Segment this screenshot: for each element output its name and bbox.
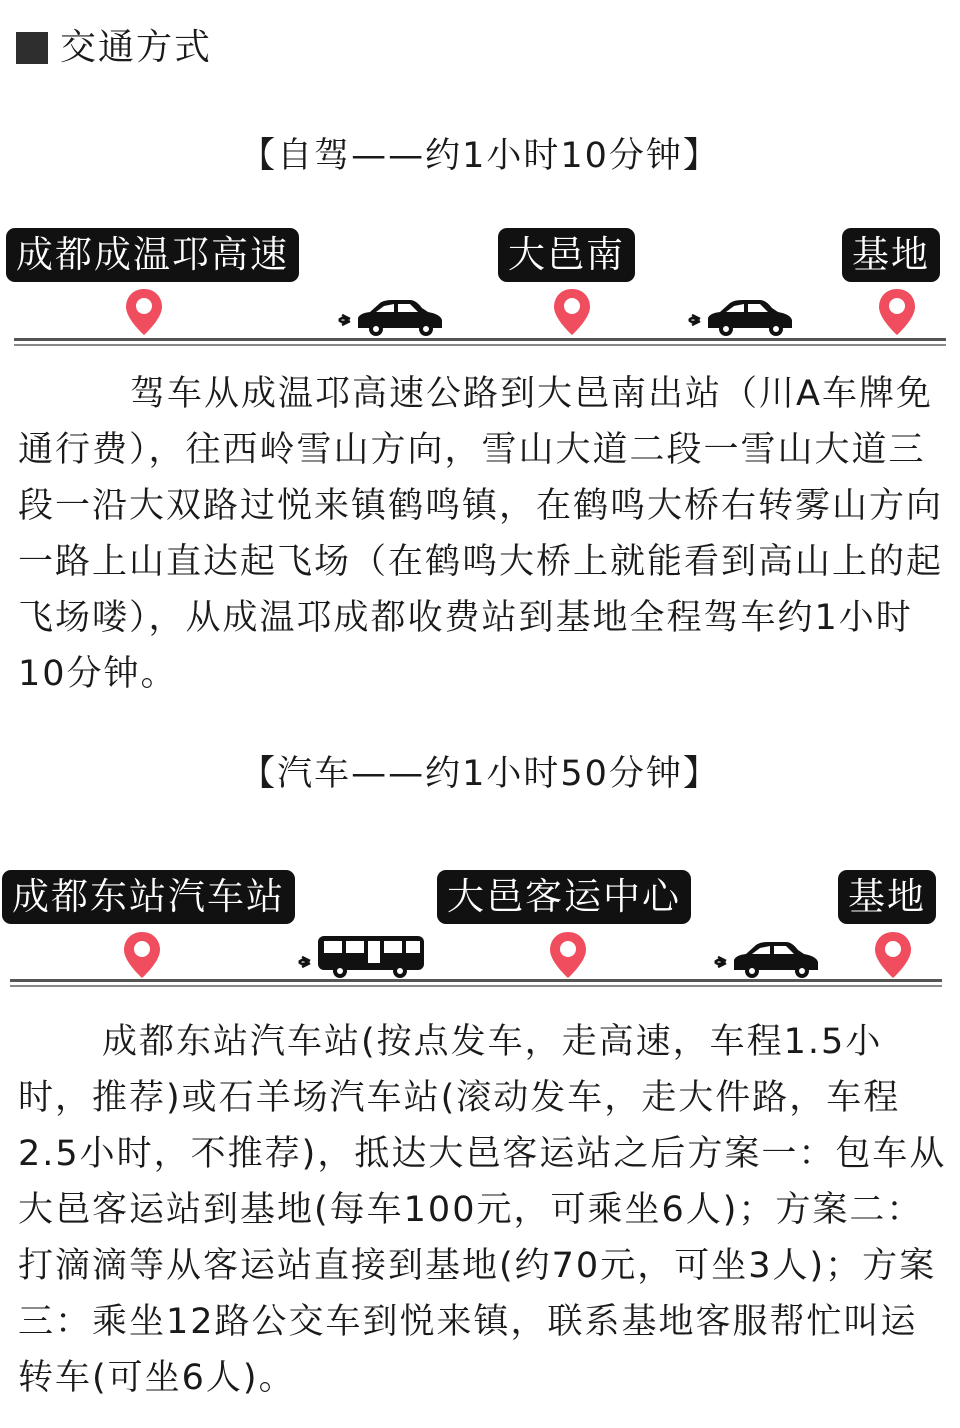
location-pin-icon (552, 287, 592, 337)
bus-stop-middle: 大邑客运中心 (437, 870, 691, 924)
location-pin-icon (122, 930, 162, 980)
drive-stop-end: 基地 (842, 228, 940, 282)
location-pin-icon (873, 930, 913, 980)
bus-stop-end: 基地 (838, 870, 936, 924)
bus-stop-start: 成都东站汽车站 (2, 870, 295, 924)
location-pin-icon (877, 287, 917, 337)
bus-description (18, 1014, 948, 1406)
road-line (10, 985, 942, 987)
car-icon (686, 298, 796, 338)
drive-stop-start: 成都成温邛高速 (6, 228, 299, 282)
drive-stop-middle: 大邑南 (498, 228, 635, 282)
car-icon (336, 298, 446, 338)
drive-description-text: 驾车从成温邛高速公路到大邑南出站（川A车牌免通行费），往西岭雪山方向，雪山大道二段一雪山大道三段一沿大双路过悦来镇鹤鸣镇，在鹤鸣大桥右转雾山方向一路上山直达起飞场（在鹤鸣大桥上就能看到高山上的起飞场喽），从成温邛成都收费站到基地全程驾车约1小时10分钟。 (18, 374, 944, 694)
location-pin-icon (124, 287, 164, 337)
location-pin-icon (548, 930, 588, 980)
road-line (14, 344, 946, 346)
section-title: 交通方式 (60, 27, 213, 68)
drive-heading: 【自驾——约1小时10分钟】 (240, 136, 720, 176)
road-line (14, 338, 946, 341)
car-icon (712, 940, 822, 980)
section-square-icon (16, 32, 48, 64)
drive-description (18, 366, 948, 702)
bus-description-text: 成都东站汽车站(按点发车，走高速，车程1.5小时，推荐)或石羊场汽车站(滚动发车，走大件路，车程2.5小时，不推荐)，抵达大邑客运站之后方案一：包车从大邑客运站到基地(每车100元，可乘坐6人)；方案二：打滴滴等从客运站直接到基地(约70元，可坐3人)；方案三：乘坐12路公交车到悦来镇，联系基地客服帮忙叫运转车(可坐6人)。 (18, 1022, 947, 1398)
bus-heading: 【汽车——约1小时50分钟】 (240, 754, 720, 794)
bus-icon (296, 932, 428, 980)
road-line (10, 979, 942, 982)
